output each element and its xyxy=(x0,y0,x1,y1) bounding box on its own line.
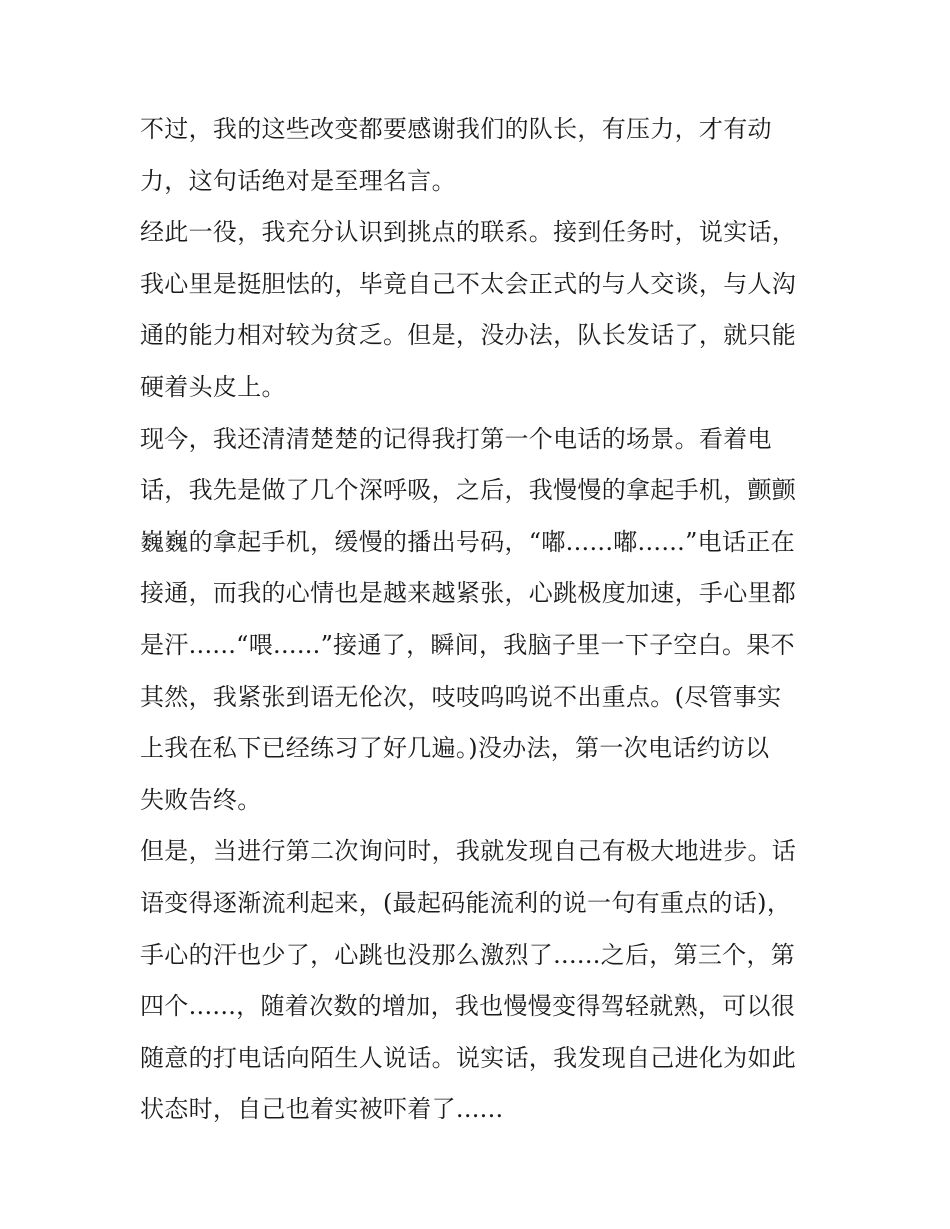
text-line: 巍巍的拿起手机，缓慢的播出号码，“嘟......嘟......”电话正在 xyxy=(140,527,795,556)
text-line: 力，这句话绝对是至理名言。 xyxy=(140,166,456,195)
text-line: 通的能力相对较为贫乏。但是，没办法，队长发话了，就只能 xyxy=(140,321,797,350)
text-line: 上我在私下已经练习了好几遍。)没办法，第一次电话约访以 xyxy=(140,734,770,763)
text-line: 状态时，自己也着实被吓着了...... xyxy=(140,1095,504,1124)
text-line: 语变得逐渐流利起来，(最起码能流利的说一句有重点的话)， xyxy=(140,888,792,917)
text-line: 不过，我的这些改变都要感谢我们的队长，有压力，才有动 xyxy=(140,115,772,143)
text-line: 硬着头皮上。 xyxy=(140,372,286,401)
text-line: 接通，而我的心情也是越来越紧张，心跳极度加速，手心里都 xyxy=(140,579,797,608)
text-line: 随意的打电话向陌生人说话。说实话，我发现自己进化为如此 xyxy=(140,1043,797,1072)
text-line: 其然，我紧张到语无伦次，吱吱呜呜说不出重点。(尽管事实 xyxy=(140,682,782,711)
text-line: 手心的汗也少了，心跳也没那么激烈了......之后，第三个，第 xyxy=(140,940,796,969)
document-body xyxy=(140,104,820,1136)
text-line: 是汗......“喂......”接通了，瞬间，我脑子里一下子空白。果不 xyxy=(140,630,795,659)
text-line: 我心里是挺胆怯的，毕竟自己不太会正式的与人交谈，与人沟 xyxy=(140,269,797,298)
text-line: 但是，当进行第二次询问时，我就发现自己有极大地进步。话 xyxy=(140,837,797,866)
text-line: 话，我先是做了几个深呼吸，之后，我慢慢的拿起手机，颤颤 xyxy=(140,476,797,505)
text-line: 四个......，随着次数的增加，我也慢慢变得驾轻就熟，可以很 xyxy=(140,992,796,1021)
text-line: 经此一役，我充分认识到挑点的联系。接到任务时，说实话， xyxy=(140,218,797,247)
text-line: 现今，我还清清楚楚的记得我打第一个电话的场景。看着电 xyxy=(140,424,772,453)
text-line: 失败告终。 xyxy=(140,785,262,814)
